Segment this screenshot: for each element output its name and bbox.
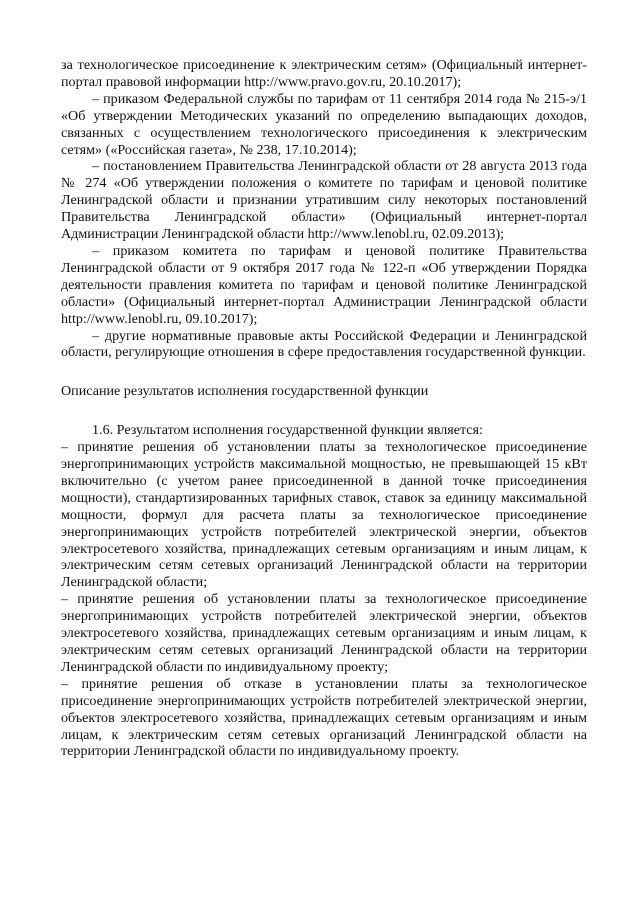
section-heading: Описание результатов исполнения государственной функции xyxy=(61,383,429,400)
result-item-individual-project: – принятие решения об установлении платы за технологическое присоединение энергопринимающих устройств потребителей электрической энергии, объектов электросетевого хозяйства, принадлежащих сетевым организациям и иным лицам, к электрическим сетям сетевых организаций Ленинградской области на территории Ленинградской области по индивидуальному проекту; xyxy=(61,591,587,675)
list-item-fst-order: – приказом Федеральной службы по тарифам от 11 сентября 2014 года № 215-э/1 «Об утверждении Методических указаний по определению выпадающих доходов, связанных с осуществлением технологического присоединения к электрическим сетям» («Российская газета», № 238, 17.10.2014); xyxy=(61,90,587,158)
result-item-refusal: – принятие решения об отказе в установлении платы за технологическое присоединение энергопринимающих устройств потребителей электрической энергии, объектов электросетевого хозяйства, принадлежащих сетевым организациям и иным лицам, к электрическим сетям сетевых организаций Ленинградской области на территории Ленинградской области по индивидуальному проекту. xyxy=(61,675,587,760)
paragraph-continuation: за технологическое присоединение к электрическим сетям» (Официальный интернет-портал правовой информации http://www.pravo.gov.ru, 20.10.2017); xyxy=(61,57,587,90)
result-item-standard-rates: – принятие решения об установлении платы за технологическое присоединение энергопринимающих устройств максимальной мощностью, не превышающей 15 кВт включительно (с учетом ранее присоединенной в данной точке присоединения мощности), стандартизированных тарифных ставок, ставок за единицу максимальной мощности, формул для расчета платы за технологическое присоединение энергопринимающих устройств потребителей электрической энергии, объектов электросетевого хозяйства, принадлежащих сетевым организациям и иным лицам, к электрическим сетям сетевых организаций Ленинградской области на территории Ленинградской области; xyxy=(61,439,587,591)
clause-intro: 1.6. Результатом исполнения государственной функции является: xyxy=(92,422,483,439)
list-item-committee-order: – приказом комитета по тарифам и ценовой политике Правительства Ленинградской области от 9 октября 2017 года № 122-п «Об утверждении Порядка деятельности правления комитета по тарифам и ценовой политике Ленинградской области» (Официальный интернет-портал Администрации Ленинградской области http://www.lenobl.ru, 09.10.2017); xyxy=(61,242,587,327)
document-body xyxy=(61,57,587,760)
list-item-other-acts: – другие нормативные правовые акты Российской Федерации и Ленинградской области, регулирующие отношения в сфере предоставления государственной функции. xyxy=(61,327,587,361)
list-item-government-resolution: – постановлением Правительства Ленинградской области от 28 августа 2013 года № 274 «Об утверждении положения о комитете по тарифам и ценовой политике Ленинградской области и признании утратившим силу некоторых постановлений Правительства Ленинградской области» (Официальный интернет-портал Администрации Ленинградской области http://www.lenobl.ru, 02.09.2013); xyxy=(61,158,587,243)
